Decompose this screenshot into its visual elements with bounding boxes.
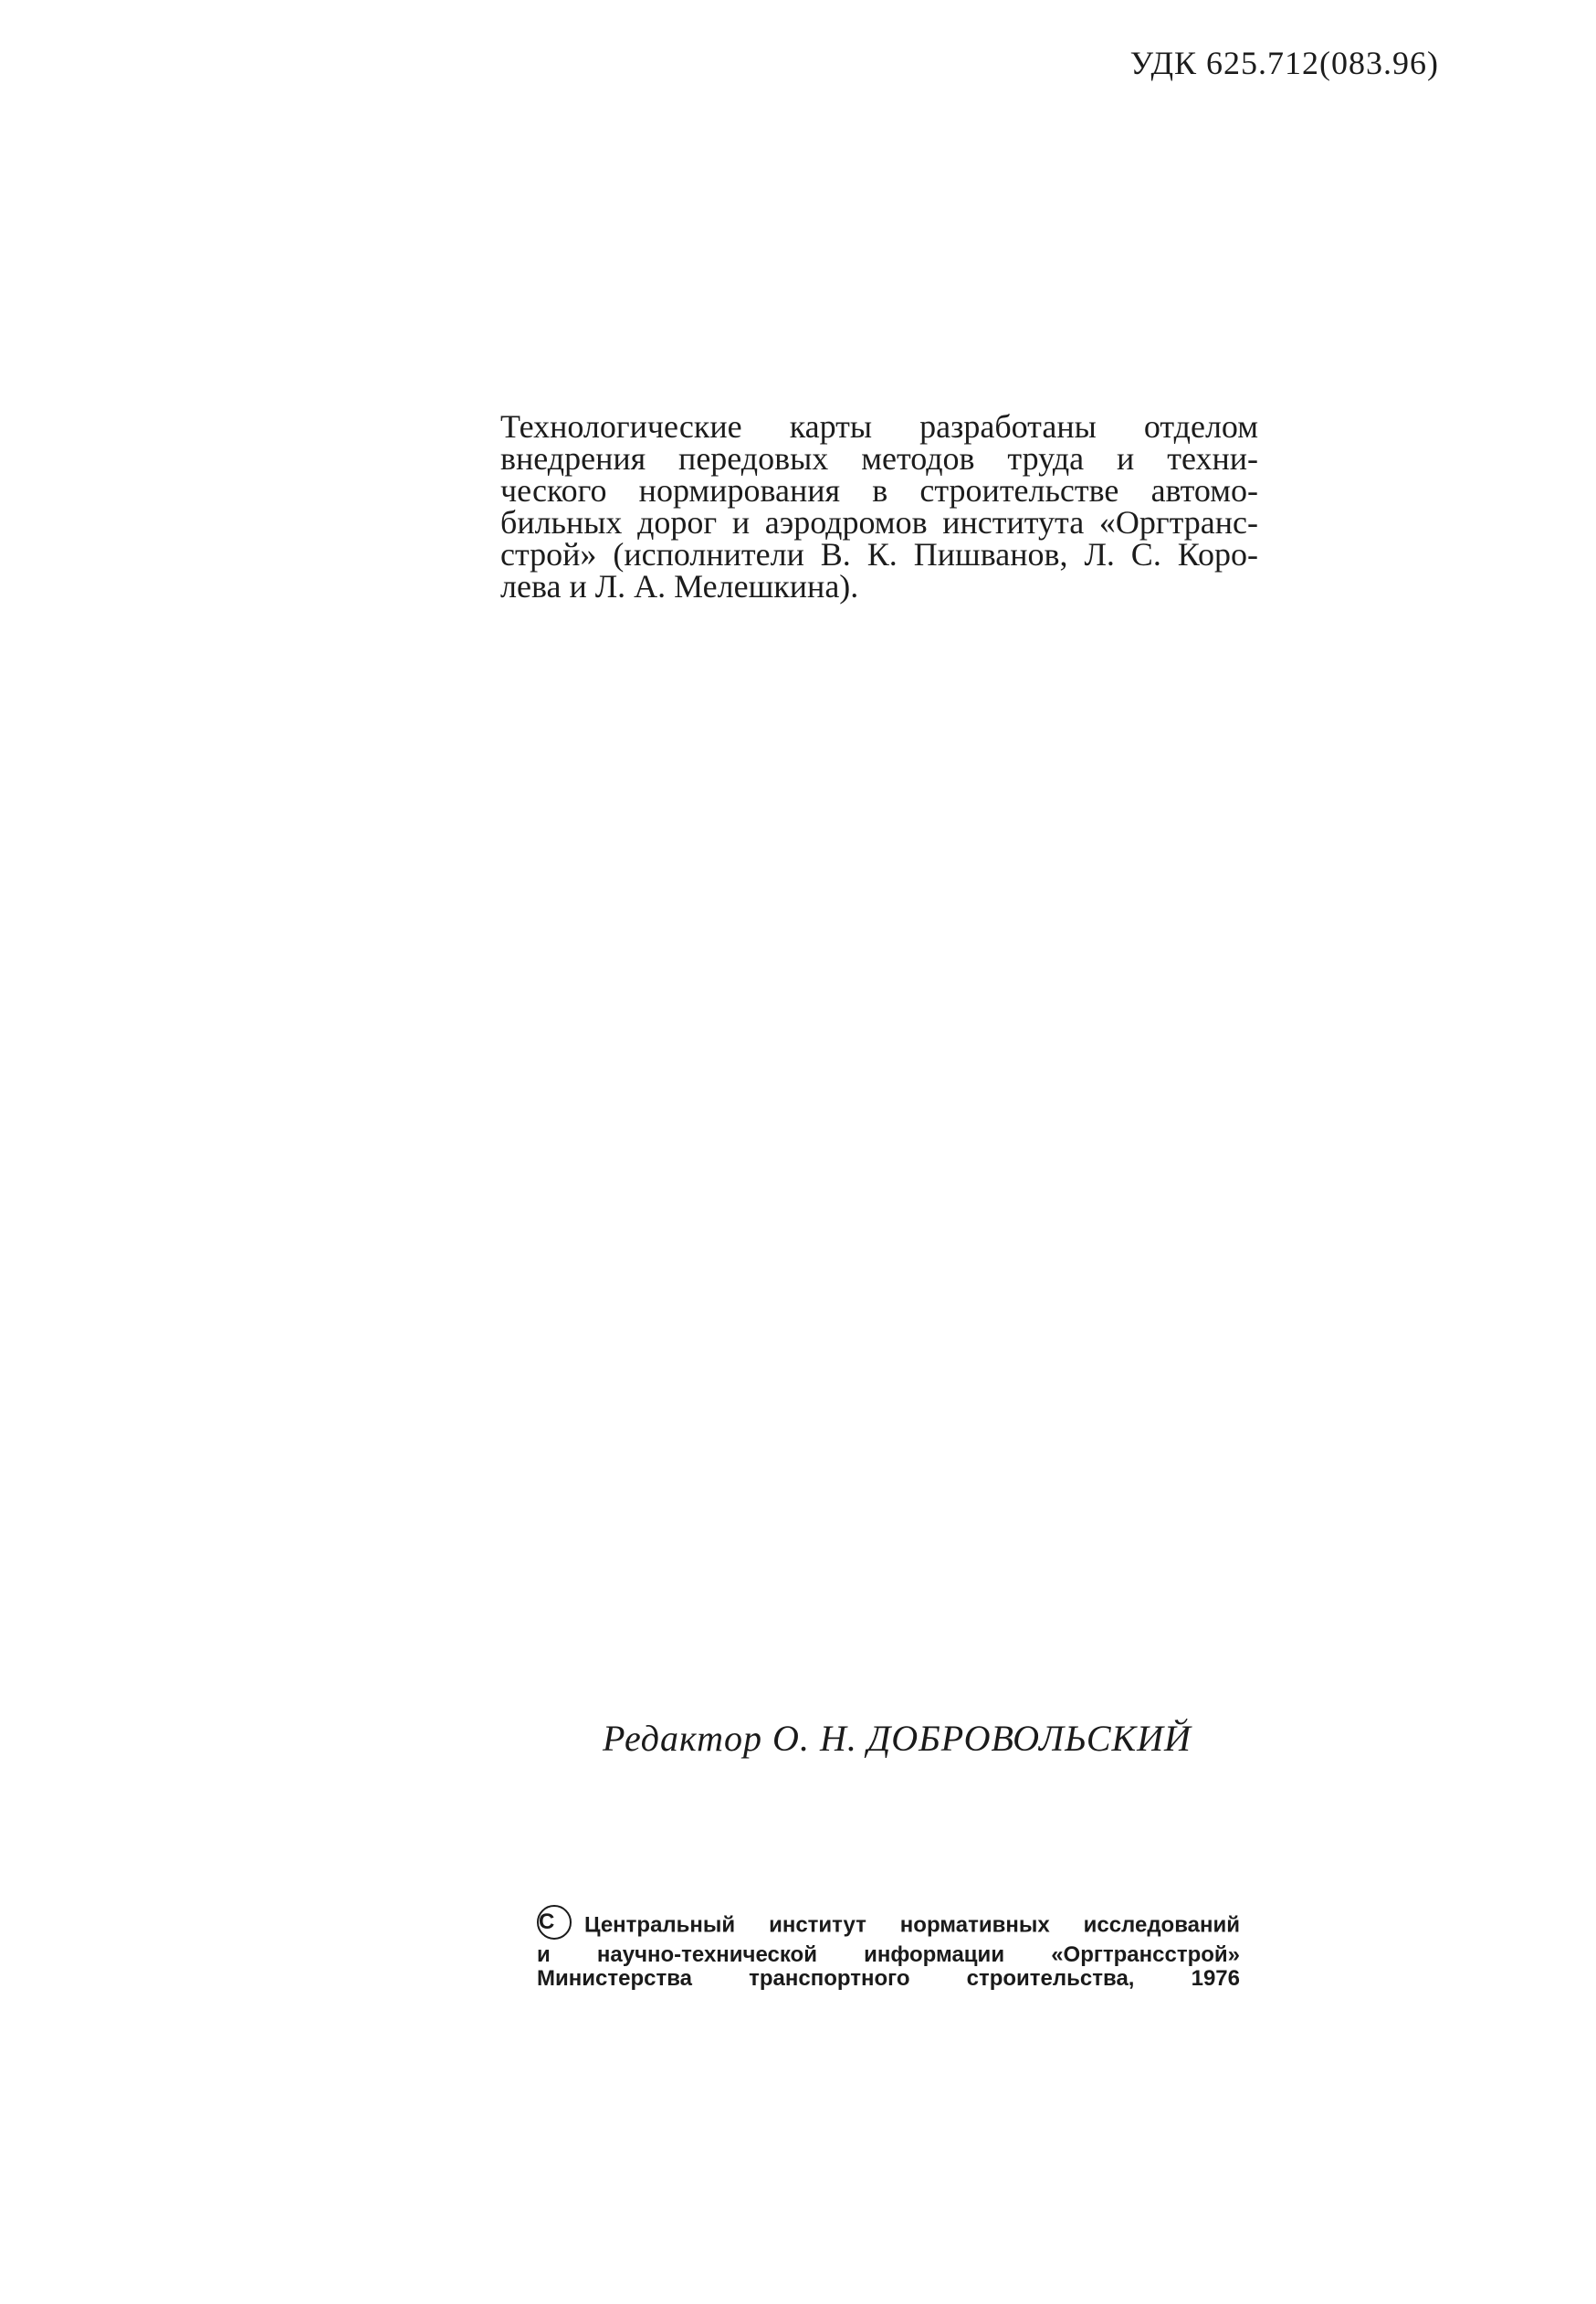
copyright-line: Министерства транспортного строительства, 1976 xyxy=(537,1966,1240,1991)
credits-line: ческого нормирования в строительстве автомо- xyxy=(500,472,1258,509)
credits-line: лева и Л. А. Мелешкина). xyxy=(500,568,859,605)
credits-paragraph xyxy=(500,408,1258,605)
editor-credit: Редактор О. Н. ДОБРОВОЛЬСКИЙ xyxy=(603,1718,1192,1759)
copyright-icon: C xyxy=(537,1905,572,1940)
copyright-text: Центральный институт нормативных исследований xyxy=(584,1912,1240,1938)
credits-line: внедрения передовых методов труда и техни- xyxy=(500,440,1258,477)
udk-code: УДК 625.712(083.96) xyxy=(1129,45,1439,81)
copyright-line xyxy=(537,1909,1240,1943)
copyright-block xyxy=(537,1909,1240,1991)
credits-line: строй» (исполнители В. К. Пишванов, Л. С. Коро- xyxy=(500,536,1258,573)
copyright-line: и научно-технической информации «Оргтрансстрой» xyxy=(537,1942,1240,1967)
credits-line: Технологические карты разработаны отделом xyxy=(500,408,1258,445)
credits-line: бильных дорог и аэродромов института «Оргтранс- xyxy=(500,504,1258,541)
